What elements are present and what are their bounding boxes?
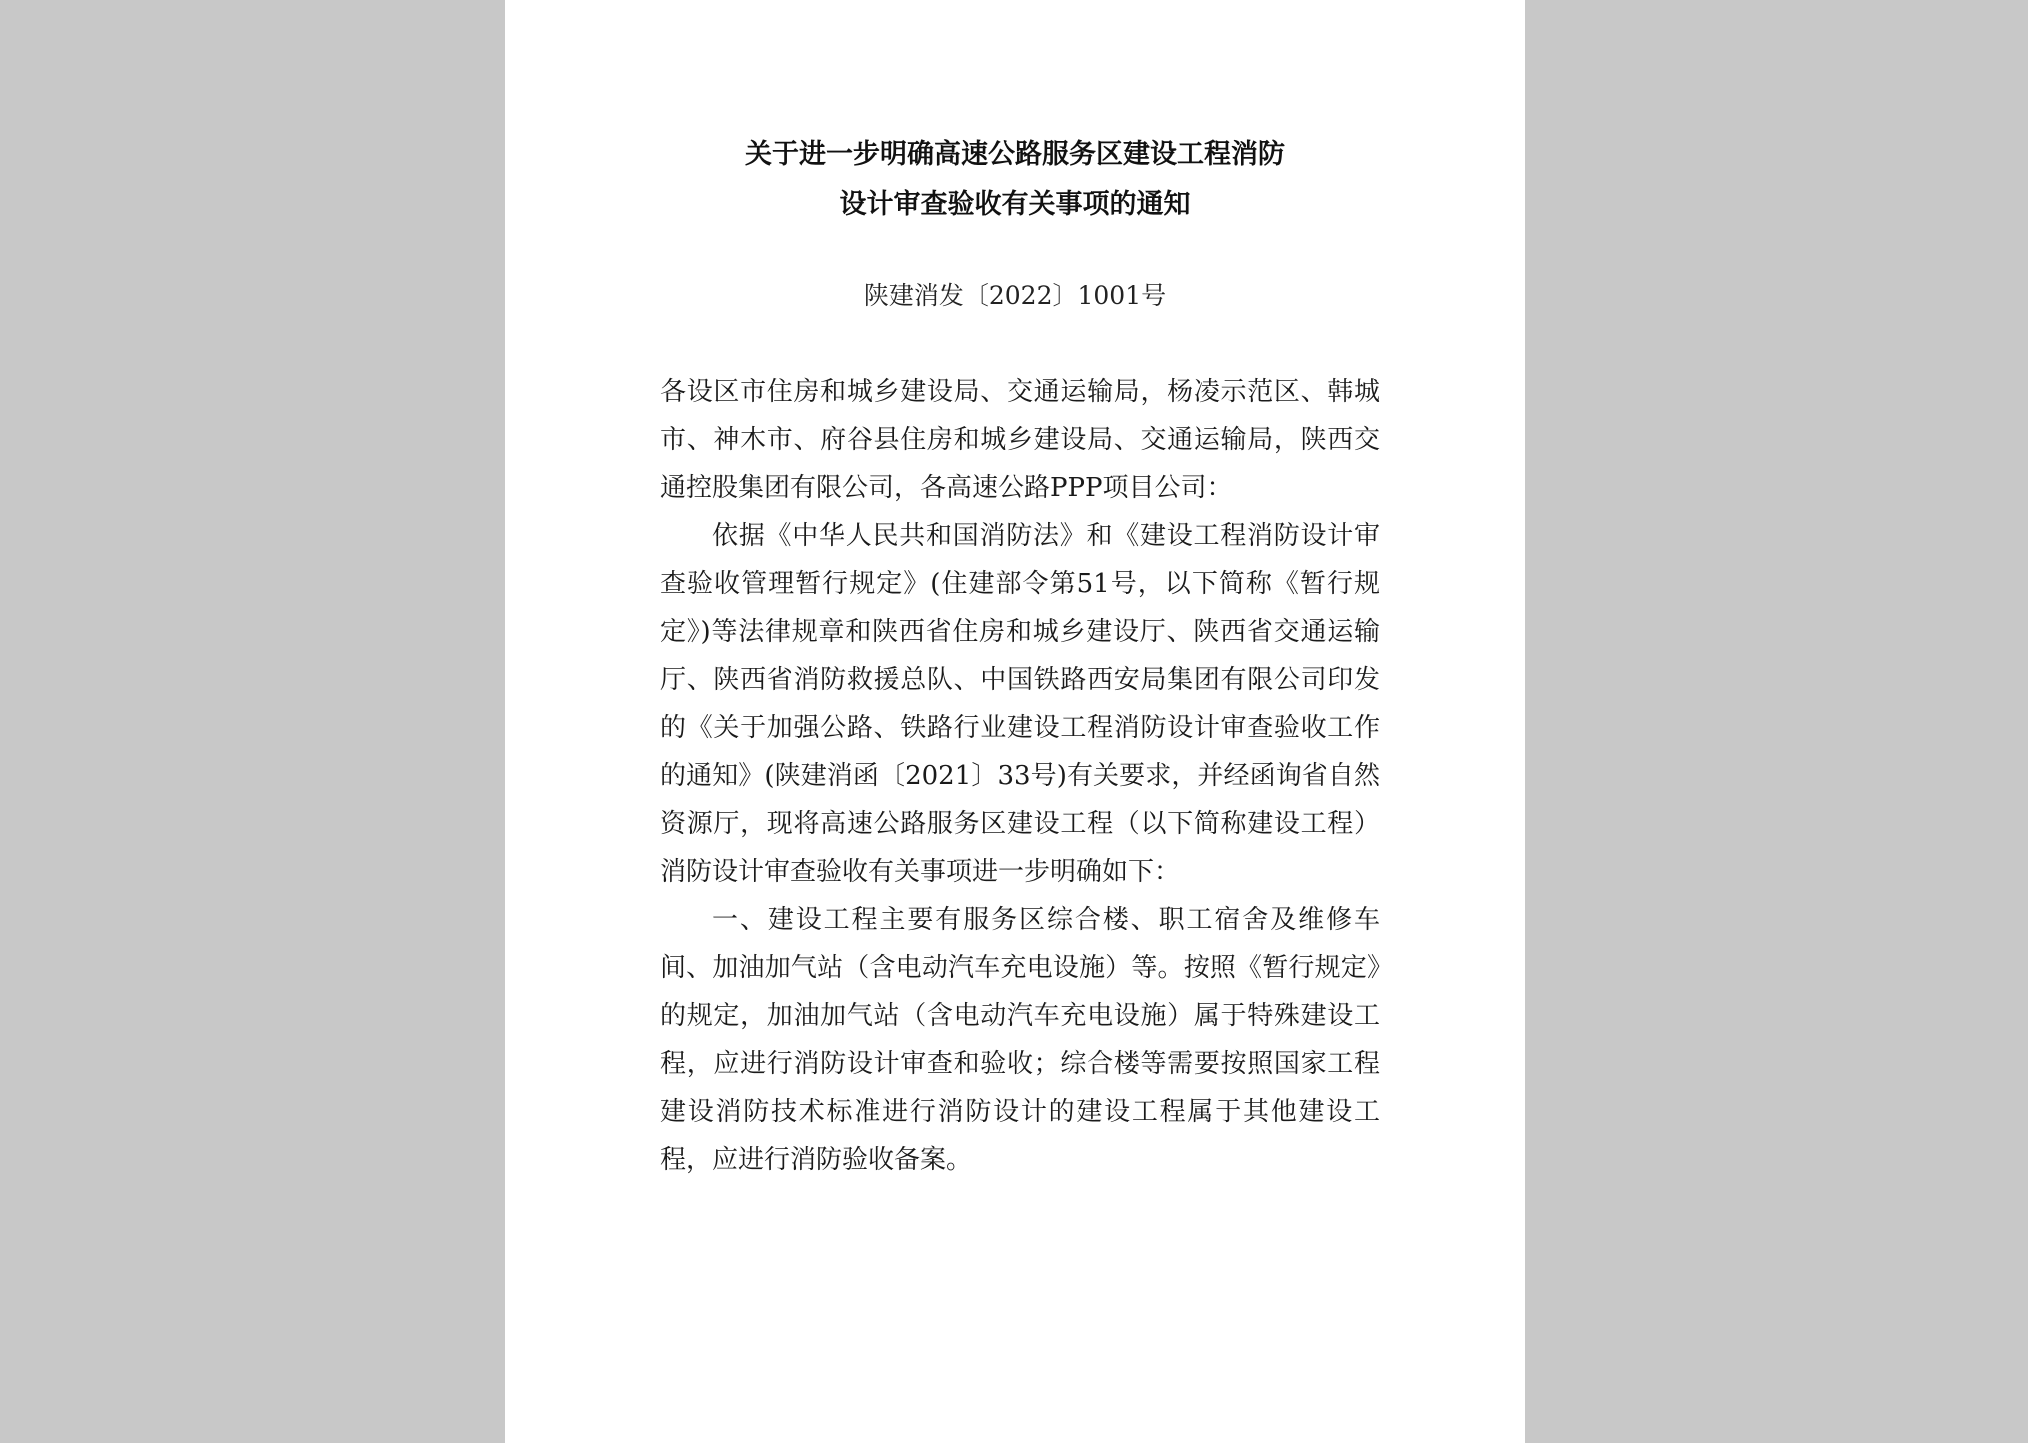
document-body — [660, 368, 1380, 1184]
body-paragraph-1: 依据《中华人民共和国消防法》和《建设工程消防设计审查验收管理暂行规定》(住建部令第51号，以下简称《暂行规定》)等法律规章和陕西省住房和城乡建设厅、陕西省交通运输厅、陕西省消防救援总队、中国铁路西安局集团有限公司印发的《关于加强公路、铁路行业建设工程消防设计审查验收工作的通知》(陕建消函〔2021〕33号)有关要求，并经函询省自然资源厅，现将高速公路服务区建设工程（以下简称建设工程）消防设计审查验收有关事项进一步明确如下： — [660, 521, 1380, 887]
document-number: 陕建消发〔2022〕1001号 — [863, 281, 1167, 310]
title-line-1: 关于进一步明确高速公路服务区建设工程消防 — [745, 139, 1285, 170]
title-line-2: 设计审查验收有关事项的通知 — [839, 189, 1191, 220]
document-title — [505, 130, 1525, 230]
addressee-paragraph: 各设区市住房和城乡建设局、交通运输局，杨凌示范区、韩城市、神木市、府谷县住房和城乡建设局、交通运输局，陕西交通控股集团有限公司，各高速公路PPP项目公司： — [660, 377, 1380, 503]
document-page — [505, 0, 1525, 1443]
body-paragraph-2: 一、建设工程主要有服务区综合楼、职工宿舍及维修车间、加油加气站（含电动汽车充电设施）等。按照《暂行规定》的规定，加油加气站（含电动汽车充电设施）属于特殊建设工程，应进行消防设计审查和验收；综合楼等需要按照国家工程建设消防技术标准进行消防设计的建设工程属于其他建设工程，应进行消防验收备案。 — [660, 905, 1380, 1175]
